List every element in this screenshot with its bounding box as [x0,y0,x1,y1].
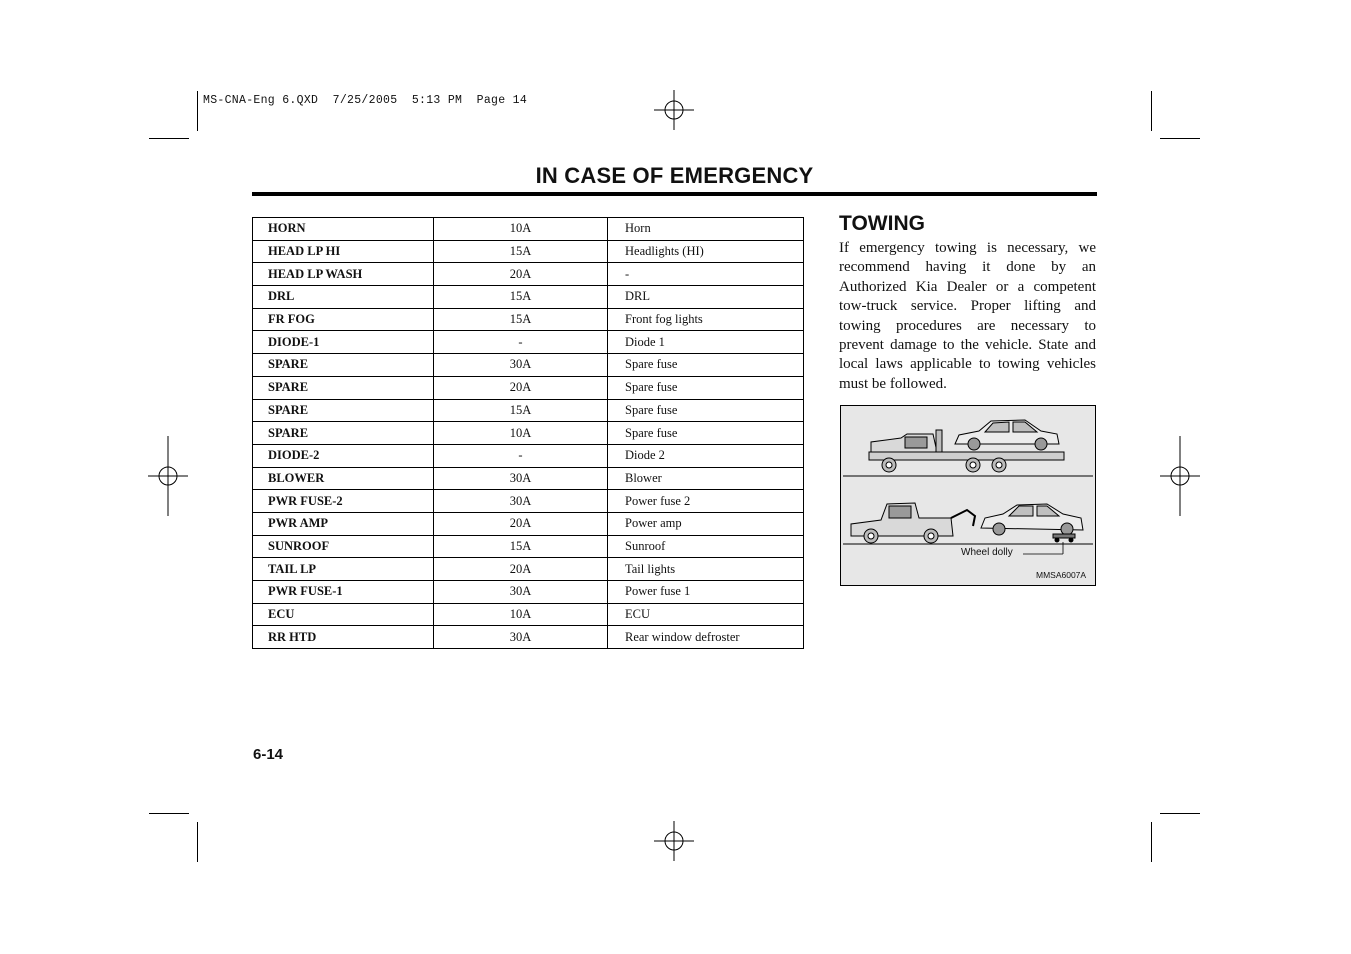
towing-illustration-drawing [841,406,1095,585]
section-title: IN CASE OF EMERGENCY [535,163,814,188]
fuse-name-cell: PWR FUSE-1 [253,581,434,604]
crop-mark [197,822,198,862]
table-row [253,286,804,309]
fuse-description-cell: Power fuse 1 [608,581,804,604]
fuse-name-cell: SPARE [253,422,434,445]
towing-paragraph: If emergency towing is necessary, we recommend having it done by an Authorized Kia Dealer or a competent tow-truck service. Proper lifting and towing procedures are necessary to prevent damage to the vehicle. State and local laws applicable to towing vehicles must be followed. [839,240,1096,392]
fuse-name-cell: BLOWER [253,467,434,490]
fuse-rating-cell: 20A [434,263,608,286]
fuse-name-cell: HEAD LP WASH [253,263,434,286]
towing-heading: TOWING [839,212,925,235]
fuse-description-cell: Rear window defroster [608,626,804,649]
fuse-name-cell: HORN [253,218,434,241]
registration-mark-icon [654,90,694,130]
table-row [253,422,804,445]
crop-mark [1160,138,1200,139]
fuse-name-cell: RR HTD [253,626,434,649]
table-row [253,558,804,581]
table-row [253,263,804,286]
fuse-name-cell: SUNROOF [253,535,434,558]
table-row [253,240,804,263]
table-row [253,218,804,241]
fuse-rating-cell: 15A [434,399,608,422]
fuse-rating-cell: 20A [434,512,608,535]
fuse-description-cell: Diode 2 [608,444,804,467]
crop-mark [1151,822,1152,862]
wheel-dolly-label: Wheel dolly [961,547,1013,558]
fuse-name-cell: DIODE-1 [253,331,434,354]
fuse-description-cell: Spare fuse [608,399,804,422]
table-row [253,354,804,377]
table-row [253,331,804,354]
fuse-description-cell: Blower [608,467,804,490]
fuse-rating-cell: 20A [434,376,608,399]
fuse-rating-cell: 30A [434,626,608,649]
table-row [253,603,804,626]
fuse-description-cell: Power fuse 2 [608,490,804,513]
fuse-description-cell: Spare fuse [608,354,804,377]
header-rule [252,192,1097,196]
fuse-name-cell: FR FOG [253,308,434,331]
fuse-description-cell: Front fog lights [608,308,804,331]
crop-mark [1151,91,1152,131]
fuse-rating-cell: 15A [434,286,608,309]
fuse-rating-cell: 10A [434,218,608,241]
fuse-rating-cell: 15A [434,240,608,263]
registration-mark-icon [1160,436,1200,516]
fuse-rating-cell: 10A [434,422,608,445]
table-row [253,467,804,490]
fuse-name-cell: DRL [253,286,434,309]
fuse-rating-cell: - [434,331,608,354]
table-row [253,399,804,422]
fuse-description-cell: ECU [608,603,804,626]
fuse-description-cell: Diode 1 [608,331,804,354]
fuse-rating-cell: - [434,444,608,467]
table-row [253,490,804,513]
fuse-rating-cell: 30A [434,467,608,490]
fuse-name-cell: HEAD LP HI [253,240,434,263]
page-number: 6-14 [253,746,284,763]
fuse-name-cell: TAIL LP [253,558,434,581]
fuse-table [252,217,804,649]
fuse-name-cell: ECU [253,603,434,626]
print-slug: MS-CNA-Eng 6.QXD 7/25/2005 5:13 PM Page 14 [203,94,528,107]
table-row [253,626,804,649]
table-row [253,512,804,535]
fuse-description-cell: Horn [608,218,804,241]
figure-code: MMSA6007A [1036,570,1087,580]
fuse-name-cell: PWR AMP [253,512,434,535]
fuse-name-cell: PWR FUSE-2 [253,490,434,513]
fuse-rating-cell: 10A [434,603,608,626]
registration-mark-icon [654,821,694,861]
crop-mark [197,91,198,131]
crop-mark [149,813,189,814]
fuse-rating-cell: 30A [434,490,608,513]
fuse-description-cell: Headlights (HI) [608,240,804,263]
table-row [253,376,804,399]
fuse-description-cell: - [608,263,804,286]
fuse-rating-cell: 15A [434,308,608,331]
crop-mark [149,138,189,139]
fuse-description-cell: Power amp [608,512,804,535]
table-row [253,308,804,331]
fuse-description-cell: Sunroof [608,535,804,558]
fuse-name-cell: SPARE [253,354,434,377]
table-row [253,581,804,604]
fuse-rating-cell: 30A [434,354,608,377]
fuse-description-cell: Spare fuse [608,422,804,445]
towing-illustration [840,405,1096,586]
crop-mark [1160,813,1200,814]
fuse-description-cell: Tail lights [608,558,804,581]
fuse-name-cell: SPARE [253,376,434,399]
registration-mark-icon [148,436,188,516]
fuse-rating-cell: 20A [434,558,608,581]
fuse-description-cell: Spare fuse [608,376,804,399]
fuse-rating-cell: 30A [434,581,608,604]
fuse-description-cell: DRL [608,286,804,309]
fuse-rating-cell: 15A [434,535,608,558]
fuse-name-cell: SPARE [253,399,434,422]
fuse-name-cell: DIODE-2 [253,444,434,467]
table-row [253,444,804,467]
table-row [253,535,804,558]
